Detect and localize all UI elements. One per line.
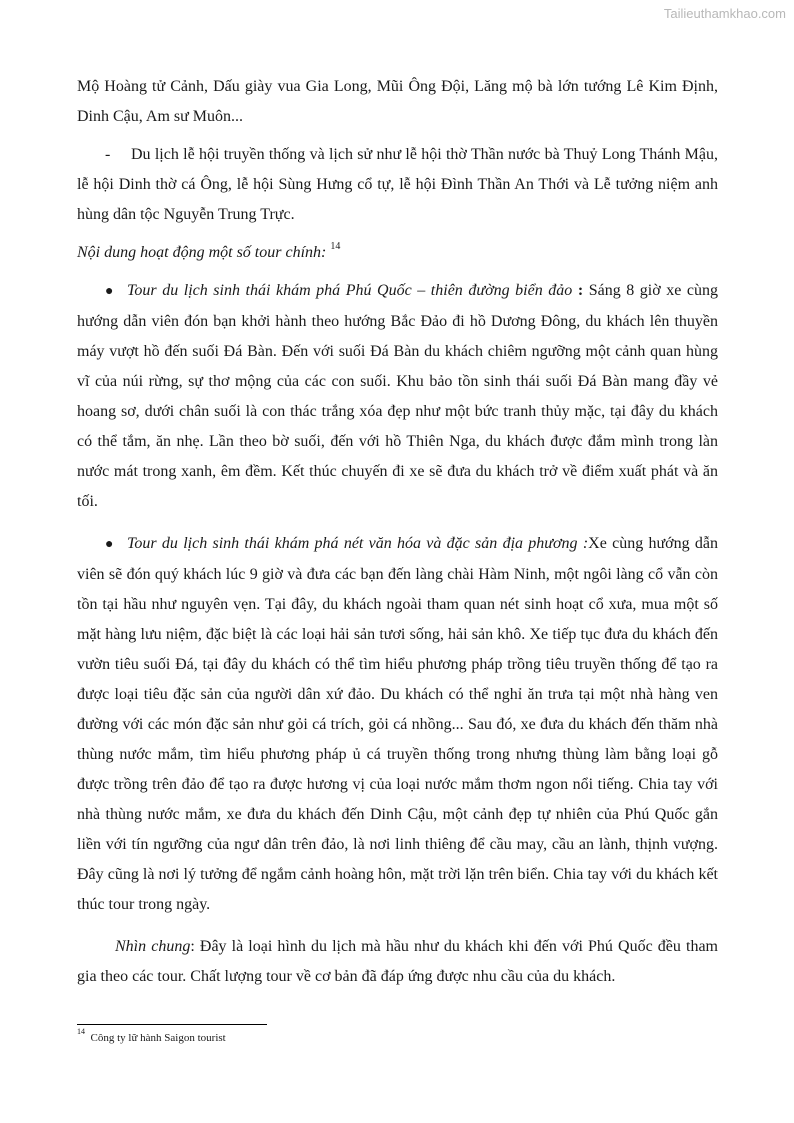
footnote-number: 14 bbox=[77, 1027, 85, 1037]
document-body bbox=[77, 72, 718, 992]
tour-2-title: Tour du lịch sinh thái khám phá nét văn hóa và đặc sản địa phương : bbox=[127, 535, 589, 552]
dash-list-item bbox=[77, 140, 718, 230]
dash-marker: - bbox=[105, 146, 111, 163]
summary-paragraph bbox=[77, 932, 718, 992]
section-heading bbox=[77, 238, 718, 268]
dash-list-text: Du lịch lễ hội truyền thống và lịch sử như lễ hội thờ Thần nước bà Thuỷ Long Thánh Mậu, lễ hội Dinh thờ cá Ông, lễ hội Sùng Hưng cổ tự, lễ hội Đình Thần An Thới và Lễ tưởng niệm anh hùng dân tộc Nguyễn Trung Trực. bbox=[77, 146, 718, 223]
summary-text: : Đây là loại hình du lịch mà hầu như du khách khi đến với Phú Quốc đều tham gia theo các tour. Chất lượng tour về cơ bản đã đáp ứng được nhu cầu của du khách. bbox=[77, 938, 718, 985]
watermark: Tailieuthamkhao.com bbox=[663, 6, 786, 21]
footnote-divider bbox=[77, 1024, 267, 1025]
bullet-item-tour-1 bbox=[77, 276, 718, 517]
bullet-icon: ● bbox=[105, 284, 114, 299]
summary-lead: Nhìn chung bbox=[115, 938, 191, 955]
footnote bbox=[77, 1027, 226, 1045]
bullet-icon: ● bbox=[105, 537, 114, 552]
footnote-reference[interactable]: 14 bbox=[330, 240, 341, 252]
footnote-text: Công ty lữ hành Saigon tourist bbox=[90, 1032, 226, 1044]
tour-1-title: Tour du lịch sinh thái khám phá Phú Quốc – thiên đường biển đảo bbox=[127, 282, 573, 299]
section-heading-text: Nội dung hoạt động một số tour chính: bbox=[77, 244, 327, 261]
paragraph-landmarks: Mộ Hoàng tử Cảnh, Dấu giày vua Gia Long, Mũi Ông Đội, Lăng mộ bà lớn tướng Lê Kim Định, Dinh Cậu, Am sư Muôn... bbox=[77, 78, 718, 125]
tour-2-description: Xe cùng hướng dẫn viên sẽ đón quý khách lúc 9 giờ và đưa các bạn đến làng chài Hàm Ninh, một ngôi làng cổ vẫn còn tồn tại hầu như nguyên vẹn. Tại đây, du khách ngoài tham quan nét sinh hoạt cổ xưa, mua một số mặt hàng lưu niệm, đặc biệt là các loại hải sản tươi sống, hải sản khô. Xe tiếp tục đưa du khách đến vườn tiêu suối Đá, tại đây du khách có thể tìm hiểu phương pháp trồng tiêu truyền thống để tạo ra được loại tiêu đặc sản của người dân xứ đảo. Du khách có thể nghỉ ăn trưa tại một nhà hàng ven đường với các món đặc sản như gỏi cá trích, gỏi cá nhồng... Sau đó, xe đưa du khách đến thăm nhà thùng nước mắm, tìm hiểu phương pháp ủ cá truyền thống trong nhưng thùng làm bằng loại gỗ được trồng trên đảo để tạo ra được hương vị của loại nước mắm thơm ngon nổi tiếng. Chia tay với nhà thùng nước mắm, xe đưa du khách đến Dinh Cậu, một cảnh đẹp tự nhiên của Phú Quốc gắn liền với tín ngưỡng của ngư dân trên đảo, là nơi linh thiêng để cầu may, cầu an lành, thịnh vượng. Đây cũng là nơi lý tưởng để ngắm cảnh hoàng hôn, mặt trời lặn trên biển. Chia tay với du khách kết thúc tour trong ngày. bbox=[77, 535, 719, 913]
bullet-item-tour-2 bbox=[77, 529, 718, 920]
tour-1-description: Sáng 8 giờ xe cùng hướng dẫn viên đón bạn khởi hành theo hướng Bắc Đảo đi hồ Dương Đông, du khách lên thuyền máy vượt hồ đến suối Đá Bàn. Đến với suối Đá Bàn du khách chiêm ngưỡng một cảnh quan hùng vĩ của núi rừng, sự thơ mộng của các con suối. Khu bảo tồn sinh thái suối Đá Bàn mang đầy vẻ hoang sơ, dưới chân suối là con thác trắng xóa đẹp như một bức tranh thủy mặc, tại đây du khách có thể tắm, ăn nhẹ. Lần theo bờ suối, đến với hồ Thiên Nga, du khách được đắm mình trong làn nước mát trong xanh, êm đềm. Kết thúc chuyến đi xe sẽ đưa du khách trở về điểm xuất phát và ăn tối. bbox=[77, 282, 719, 510]
tour-1-separator: : bbox=[572, 282, 589, 299]
